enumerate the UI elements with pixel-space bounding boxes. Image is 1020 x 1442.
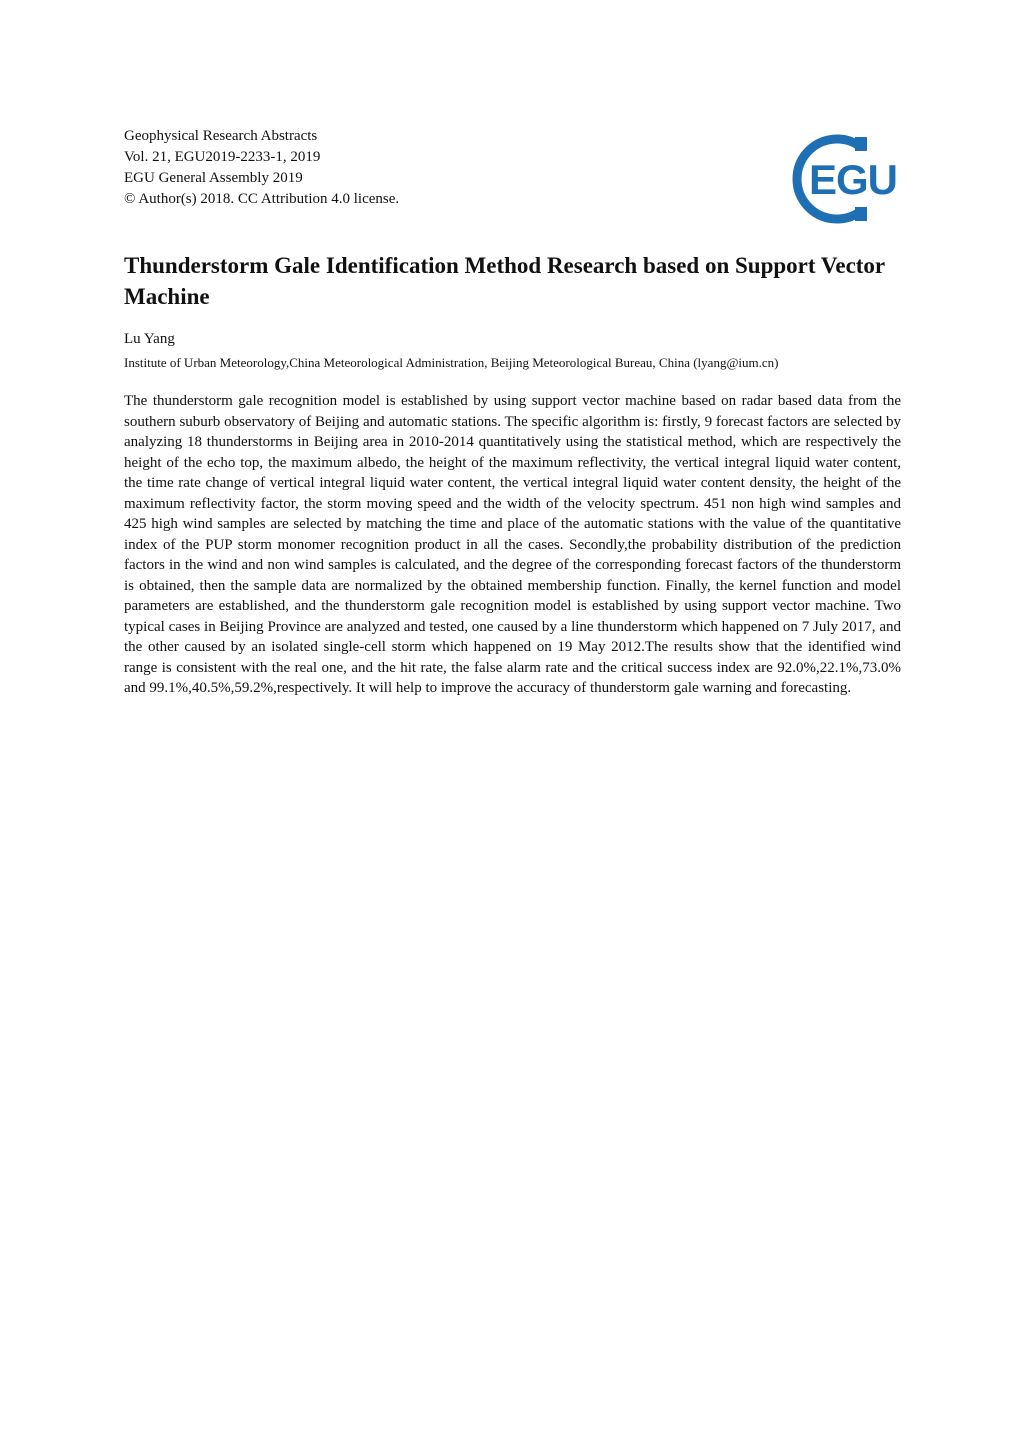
journal-name: Geophysical Research Abstracts — [124, 128, 318, 144]
author-affiliation: Institute of Urban Meteorology,China Meteorological Administration, Beijing Meteorological Bureau, China (lyang@ium.cn) — [124, 355, 779, 370]
assembly-info: EGU General Assembly 2019 — [124, 170, 303, 186]
paper-title: Thunderstorm Gale Identification Method Research based on Support Vector Machine — [124, 253, 885, 309]
egu-logo — [789, 133, 909, 225]
author-name: Lu Yang — [124, 331, 175, 347]
copyright-line: © Author(s) 2018. CC Attribution 4.0 license. — [124, 191, 400, 207]
abstract-text: The thunderstorm gale recognition model is established by using support vector machine based on radar based data from the southern suburb observatory of Beijing and automatic stations. The specific algorithm is: firstly, 9 forecast factors are selected by analyzing 18 thunderstorms in Beijing area in 2010-2014 quantitatively using the statistical method, which are respectively the height of the echo top, the maximum albedo, the height of the maximum reflectivity, the vertical integral liquid water content, the time rate change of vertical integral liquid water content, the vertical integral liquid water content density, the height of the maximum reflectivity factor, the storm moving speed and the width of the velocity spectrum. 451 non high wind samples and 425 high wind samples are selected by matching the time and place of the automatic stations with the value of the quantitative index of the PUP storm monomer recognition product in all the cases. Secondly,the probability distribution of the prediction factors in the wind and non wind samples is calculated, and the degree of the corresponding forecast factors of the thunderstorm is obtained, then the sample data are normalized by the obtained membership function. Finally, the kernel function and model parameters are established, and the thunderstorm gale recognition model is established by using support vector machine. Two typical cases in Beijing Province are analyzed and tested, one caused by a line thunderstorm which happened on 7 July 2017, and the other caused by an isolated single-cell storm which happened on 19 May 2012.The results show that the identified wind range is consistent with the real one, and the hit rate, the false alarm rate and the critical success index are 92.0%,22.1%,73.0% and 99.1%,40.5%,59.2%,respectively. It will help to improve the accuracy of thunderstorm gale warning and forecasting. — [124, 393, 901, 696]
logo-text: EGU — [809, 156, 898, 203]
journal-header — [124, 126, 399, 210]
volume-info: Vol. 21, EGU2019-2233-1, 2019 — [124, 149, 321, 165]
